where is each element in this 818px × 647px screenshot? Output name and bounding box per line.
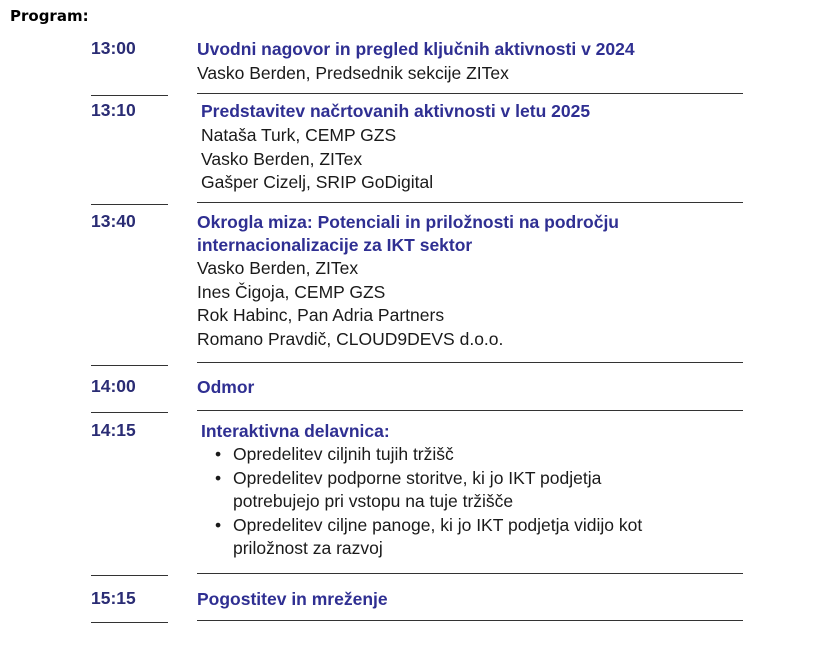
speaker: Ines Čigoja, CEMP GZS — [197, 281, 386, 302]
speaker: Nataša Turk, CEMP GZS — [201, 125, 397, 145]
divider — [197, 573, 743, 574]
title-line: internacionalizacije za IKT sektor — [197, 235, 473, 255]
divider — [197, 410, 743, 411]
session-time: 14:00 — [91, 376, 136, 396]
list-item: • Opredelitev podporne storitve, ki jo IKT podjetja potrebujejo pri vstopu na tuje tržišče — [213, 467, 753, 514]
session-speakers — [197, 62, 757, 86]
divider — [91, 95, 168, 96]
divider — [91, 622, 168, 623]
session-speakers — [201, 124, 761, 195]
speaker: Vasko Berden, ZITex — [197, 258, 359, 278]
session-time: 15:15 — [91, 588, 136, 608]
session-title: Odmor — [197, 377, 255, 397]
speaker: Vasko Berden, ZITex — [201, 148, 363, 169]
divider — [91, 412, 168, 413]
speaker: Gašper Cizelj, SRIP GoDigital — [201, 172, 434, 192]
title-line: Okrogla miza: Potenciali in priložnosti na področju — [197, 212, 619, 232]
divider — [91, 575, 168, 576]
session-title: Predstavitev načrtovanih aktivnosti v letu 2025 — [201, 101, 591, 121]
divider — [197, 362, 743, 363]
program-heading: Program: — [10, 7, 89, 25]
session-time: 13:40 — [91, 211, 136, 231]
session-speakers — [197, 257, 757, 351]
session-time: 14:15 — [91, 420, 136, 440]
workshop-topics — [213, 443, 753, 561]
divider — [197, 620, 743, 621]
speaker: Rok Habinc, Pan Adria Partners — [197, 305, 445, 325]
session-title: Uvodni nagovor in pregled ključnih aktivnosti v 2024 — [197, 39, 635, 59]
divider — [197, 202, 743, 203]
divider — [197, 93, 743, 94]
divider — [91, 204, 168, 205]
session-title: Pogostitev in mreženje — [197, 589, 388, 609]
session-time: 13:10 — [91, 100, 136, 120]
session-time: 13:00 — [91, 38, 136, 58]
list-item: • Opredelitev ciljne panoge, ki jo IKT podjetja vidijo kot priložnost za razvoj — [213, 514, 753, 561]
speaker: Vasko Berden, Predsednik sekcije ZITex — [197, 63, 509, 83]
list-item: • Opredelitev ciljnih tujih tržišč — [213, 443, 753, 467]
session-title — [197, 211, 757, 257]
divider — [91, 365, 168, 366]
speaker: Romano Pravdič, CLOUD9DEVS d.o.o. — [197, 328, 504, 349]
session-title: Interaktivna delavnica: — [201, 421, 390, 441]
